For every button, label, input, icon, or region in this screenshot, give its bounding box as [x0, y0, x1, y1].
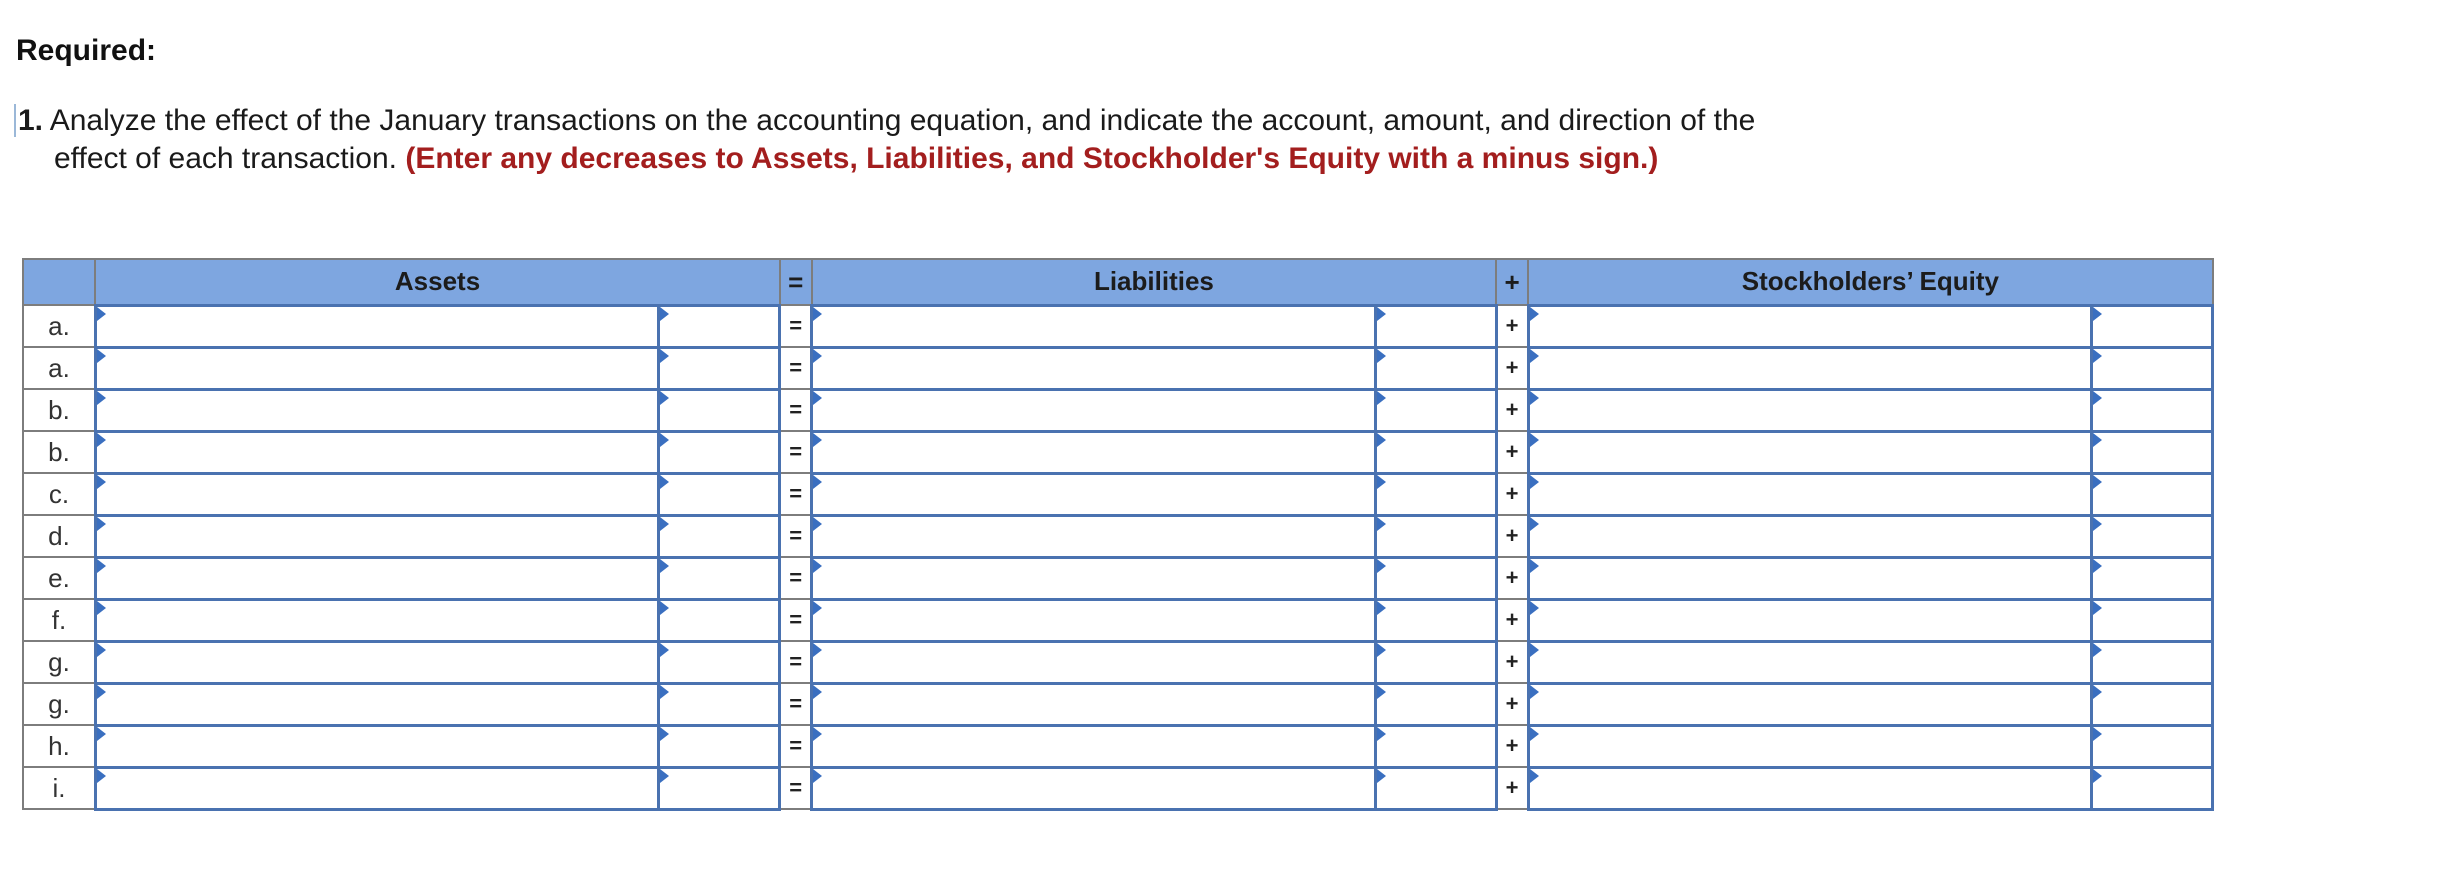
row-label: b. — [23, 389, 95, 431]
row-label: c. — [23, 473, 95, 515]
plus-sign: + — [1496, 641, 1528, 683]
equity-amount-input[interactable] — [2093, 433, 2211, 472]
assets-account-input[interactable] — [97, 307, 657, 346]
assets-account-cell — [95, 305, 658, 347]
equity-amount-input[interactable] — [2093, 307, 2211, 346]
equity-account-cell — [1528, 641, 2091, 683]
liabilities-account-cell — [812, 389, 1375, 431]
liabilities-account-input[interactable] — [813, 643, 1373, 682]
equity-amount-cell — [2092, 725, 2213, 767]
assets-account-cell — [95, 431, 658, 473]
header-corner — [23, 259, 95, 305]
equity-account-input[interactable] — [1530, 475, 2090, 514]
equals-sign: = — [780, 683, 812, 725]
equity-account-input[interactable] — [1530, 559, 2090, 598]
instruction-number: 1. — [14, 104, 43, 137]
equity-account-cell — [1528, 305, 2091, 347]
header-equals: = — [780, 259, 812, 305]
liabilities-amount-cell — [1375, 557, 1496, 599]
plus-sign: + — [1496, 515, 1528, 557]
assets-amount-input[interactable] — [660, 601, 778, 640]
equity-account-input[interactable] — [1530, 307, 2090, 346]
assets-account-input[interactable] — [97, 475, 657, 514]
equity-amount-input[interactable] — [2093, 559, 2211, 598]
plus-sign: + — [1496, 305, 1528, 347]
equity-amount-input[interactable] — [2093, 517, 2211, 556]
equity-amount-input[interactable] — [2093, 601, 2211, 640]
liabilities-amount-input[interactable] — [1377, 727, 1495, 766]
header-plus: + — [1496, 259, 1528, 305]
plus-sign: + — [1496, 599, 1528, 641]
equity-amount-input[interactable] — [2093, 643, 2211, 682]
plus-sign: + — [1496, 557, 1528, 599]
liabilities-amount-input[interactable] — [1377, 349, 1495, 388]
liabilities-account-input[interactable] — [813, 727, 1373, 766]
equity-account-input[interactable] — [1530, 769, 2090, 808]
assets-amount-cell — [659, 389, 780, 431]
equity-amount-cell — [2092, 431, 2213, 473]
equity-amount-cell — [2092, 641, 2213, 683]
equity-account-input[interactable] — [1530, 349, 2090, 388]
equals-sign: = — [780, 473, 812, 515]
equity-amount-cell — [2092, 767, 2213, 809]
assets-account-cell — [95, 515, 658, 557]
assets-amount-cell — [659, 305, 780, 347]
equity-account-input[interactable] — [1530, 727, 2090, 766]
equity-amount-input[interactable] — [2093, 475, 2211, 514]
table-body — [23, 305, 2213, 809]
assets-amount-input[interactable] — [660, 517, 778, 556]
liabilities-amount-input[interactable] — [1377, 601, 1495, 640]
equity-amount-input[interactable] — [2093, 349, 2211, 388]
liabilities-amount-cell — [1375, 347, 1496, 389]
table-row — [23, 683, 2213, 725]
liabilities-amount-input[interactable] — [1377, 307, 1495, 346]
plus-sign: + — [1496, 473, 1528, 515]
row-label: g. — [23, 683, 95, 725]
table-row — [23, 473, 2213, 515]
equity-amount-cell — [2092, 683, 2213, 725]
assets-amount-cell — [659, 767, 780, 809]
liabilities-amount-cell — [1375, 389, 1496, 431]
liabilities-amount-input[interactable] — [1377, 517, 1495, 556]
assets-amount-input[interactable] — [660, 307, 778, 346]
equity-account-input[interactable] — [1530, 517, 2090, 556]
equity-amount-cell — [2092, 515, 2213, 557]
equity-account-cell — [1528, 725, 2091, 767]
assets-amount-cell — [659, 599, 780, 641]
equals-sign: = — [780, 305, 812, 347]
table-row — [23, 515, 2213, 557]
equity-account-cell — [1528, 431, 2091, 473]
liabilities-account-input[interactable] — [813, 685, 1373, 724]
equals-sign: = — [780, 389, 812, 431]
liabilities-account-cell — [812, 347, 1375, 389]
assets-account-input[interactable] — [97, 517, 657, 556]
liabilities-account-cell — [812, 641, 1375, 683]
liabilities-amount-cell — [1375, 305, 1496, 347]
row-label: h. — [23, 725, 95, 767]
row-label: f. — [23, 599, 95, 641]
equity-account-cell — [1528, 767, 2091, 809]
liabilities-account-cell — [812, 473, 1375, 515]
equals-sign: = — [780, 599, 812, 641]
assets-account-cell — [95, 767, 658, 809]
equity-account-cell — [1528, 347, 2091, 389]
equity-account-input[interactable] — [1530, 685, 2090, 724]
assets-amount-input[interactable] — [660, 391, 778, 430]
assets-account-cell — [95, 347, 658, 389]
header-equity: Stockholders’ Equity — [1528, 259, 2212, 305]
equity-account-input[interactable] — [1530, 601, 2090, 640]
equity-amount-input[interactable] — [2093, 727, 2211, 766]
liabilities-amount-cell — [1375, 641, 1496, 683]
equity-account-input[interactable] — [1530, 433, 2090, 472]
equity-amount-cell — [2092, 347, 2213, 389]
liabilities-account-input[interactable] — [813, 307, 1373, 346]
assets-amount-input[interactable] — [660, 727, 778, 766]
assets-amount-cell — [659, 473, 780, 515]
liabilities-account-cell — [812, 431, 1375, 473]
equity-amount-cell — [2092, 473, 2213, 515]
equals-sign: = — [780, 725, 812, 767]
row-label: g. — [23, 641, 95, 683]
liabilities-account-input[interactable] — [813, 391, 1373, 430]
instruction-line2-wrap — [14, 140, 1914, 178]
liabilities-amount-input[interactable] — [1377, 559, 1495, 598]
equity-account-input[interactable] — [1530, 643, 2090, 682]
liabilities-amount-cell — [1375, 767, 1496, 809]
assets-amount-cell — [659, 641, 780, 683]
liabilities-account-input[interactable] — [813, 769, 1373, 808]
table-row — [23, 431, 2213, 473]
equity-amount-cell — [2092, 389, 2213, 431]
assets-amount-cell — [659, 431, 780, 473]
equity-account-cell — [1528, 599, 2091, 641]
table-row — [23, 557, 2213, 599]
table-row — [23, 347, 2213, 389]
equity-account-cell — [1528, 515, 2091, 557]
liabilities-account-cell — [812, 557, 1375, 599]
equity-account-cell — [1528, 389, 2091, 431]
liabilities-account-cell — [812, 305, 1375, 347]
liabilities-amount-input[interactable] — [1377, 391, 1495, 430]
equity-amount-cell — [2092, 599, 2213, 641]
equals-sign: = — [780, 641, 812, 683]
assets-account-input[interactable] — [97, 559, 657, 598]
liabilities-account-input[interactable] — [813, 559, 1373, 598]
table-row — [23, 725, 2213, 767]
assets-account-input[interactable] — [97, 391, 657, 430]
assets-account-input[interactable] — [97, 349, 657, 388]
accounting-equation-table — [22, 258, 2214, 811]
plus-sign: + — [1496, 347, 1528, 389]
assets-amount-input[interactable] — [660, 349, 778, 388]
header-liabilities: Liabilities — [812, 259, 1496, 305]
liabilities-account-input[interactable] — [813, 601, 1373, 640]
assets-amount-input[interactable] — [660, 433, 778, 472]
liabilities-amount-input[interactable] — [1377, 769, 1495, 808]
assets-account-cell — [95, 599, 658, 641]
equals-sign: = — [780, 347, 812, 389]
assets-account-input[interactable] — [97, 769, 657, 808]
table-row — [23, 305, 2213, 347]
equity-amount-input[interactable] — [2093, 685, 2211, 724]
table-row — [23, 641, 2213, 683]
assets-amount-input[interactable] — [660, 643, 778, 682]
liabilities-amount-cell — [1375, 515, 1496, 557]
liabilities-amount-input[interactable] — [1377, 433, 1495, 472]
row-label: a. — [23, 347, 95, 389]
equals-sign: = — [780, 515, 812, 557]
assets-amount-input[interactable] — [660, 475, 778, 514]
liabilities-account-cell — [812, 599, 1375, 641]
liabilities-account-input[interactable] — [813, 517, 1373, 556]
assets-account-cell — [95, 389, 658, 431]
instruction-text — [14, 102, 1914, 178]
liabilities-amount-cell — [1375, 431, 1496, 473]
assets-amount-input[interactable] — [660, 769, 778, 808]
assets-account-input[interactable] — [97, 601, 657, 640]
plus-sign: + — [1496, 683, 1528, 725]
required-heading: Required: — [16, 34, 157, 67]
liabilities-amount-cell — [1375, 725, 1496, 767]
assets-account-input[interactable] — [97, 685, 657, 724]
assets-amount-cell — [659, 557, 780, 599]
equity-account-cell — [1528, 683, 2091, 725]
assets-amount-cell — [659, 347, 780, 389]
liabilities-account-cell — [812, 725, 1375, 767]
row-label: b. — [23, 431, 95, 473]
equals-sign: = — [780, 557, 812, 599]
table-row — [23, 767, 2213, 809]
liabilities-amount-cell — [1375, 599, 1496, 641]
liabilities-amount-cell — [1375, 473, 1496, 515]
instruction-note: (Enter any decreases to Assets, Liabilities, and Stockholder's Equity with a minus sign.) — [405, 142, 1659, 175]
equity-amount-cell — [2092, 305, 2213, 347]
liabilities-amount-cell — [1375, 683, 1496, 725]
equity-account-cell — [1528, 557, 2091, 599]
equity-account-input[interactable] — [1530, 391, 2090, 430]
equity-amount-input[interactable] — [2093, 391, 2211, 430]
assets-account-input[interactable] — [97, 643, 657, 682]
assets-amount-input[interactable] — [660, 559, 778, 598]
liabilities-account-input[interactable] — [813, 433, 1373, 472]
equals-sign: = — [780, 767, 812, 809]
assets-account-cell — [95, 557, 658, 599]
table-row — [23, 389, 2213, 431]
row-label: i. — [23, 767, 95, 809]
assets-account-cell — [95, 725, 658, 767]
assets-account-cell — [95, 473, 658, 515]
assets-amount-cell — [659, 683, 780, 725]
equity-amount-cell — [2092, 557, 2213, 599]
equity-amount-input[interactable] — [2093, 769, 2211, 808]
liabilities-amount-input[interactable] — [1377, 475, 1495, 514]
plus-sign: + — [1496, 725, 1528, 767]
plus-sign: + — [1496, 431, 1528, 473]
assets-account-cell — [95, 683, 658, 725]
equals-sign: = — [780, 431, 812, 473]
liabilities-account-input[interactable] — [813, 475, 1373, 514]
assets-account-input[interactable] — [97, 433, 657, 472]
liabilities-account-input[interactable] — [813, 349, 1373, 388]
liabilities-account-cell — [812, 515, 1375, 557]
table-header-row — [23, 259, 2213, 305]
instruction-line2: effect of each transaction. — [54, 142, 397, 175]
assets-amount-cell — [659, 725, 780, 767]
table-row — [23, 599, 2213, 641]
row-label: d. — [23, 515, 95, 557]
liabilities-amount-input[interactable] — [1377, 643, 1495, 682]
assets-amount-input[interactable] — [660, 685, 778, 724]
liabilities-amount-input[interactable] — [1377, 685, 1495, 724]
row-label: e. — [23, 557, 95, 599]
plus-sign: + — [1496, 767, 1528, 809]
plus-sign: + — [1496, 389, 1528, 431]
equity-account-cell — [1528, 473, 2091, 515]
liabilities-account-cell — [812, 767, 1375, 809]
assets-account-input[interactable] — [97, 727, 657, 766]
instruction-line1: Analyze the effect of the January transactions on the accounting equation, and indicate the account, amount, and direction of the — [49, 104, 1756, 137]
row-label: a. — [23, 305, 95, 347]
header-assets: Assets — [95, 259, 779, 305]
liabilities-account-cell — [812, 683, 1375, 725]
assets-account-cell — [95, 641, 658, 683]
assets-amount-cell — [659, 515, 780, 557]
